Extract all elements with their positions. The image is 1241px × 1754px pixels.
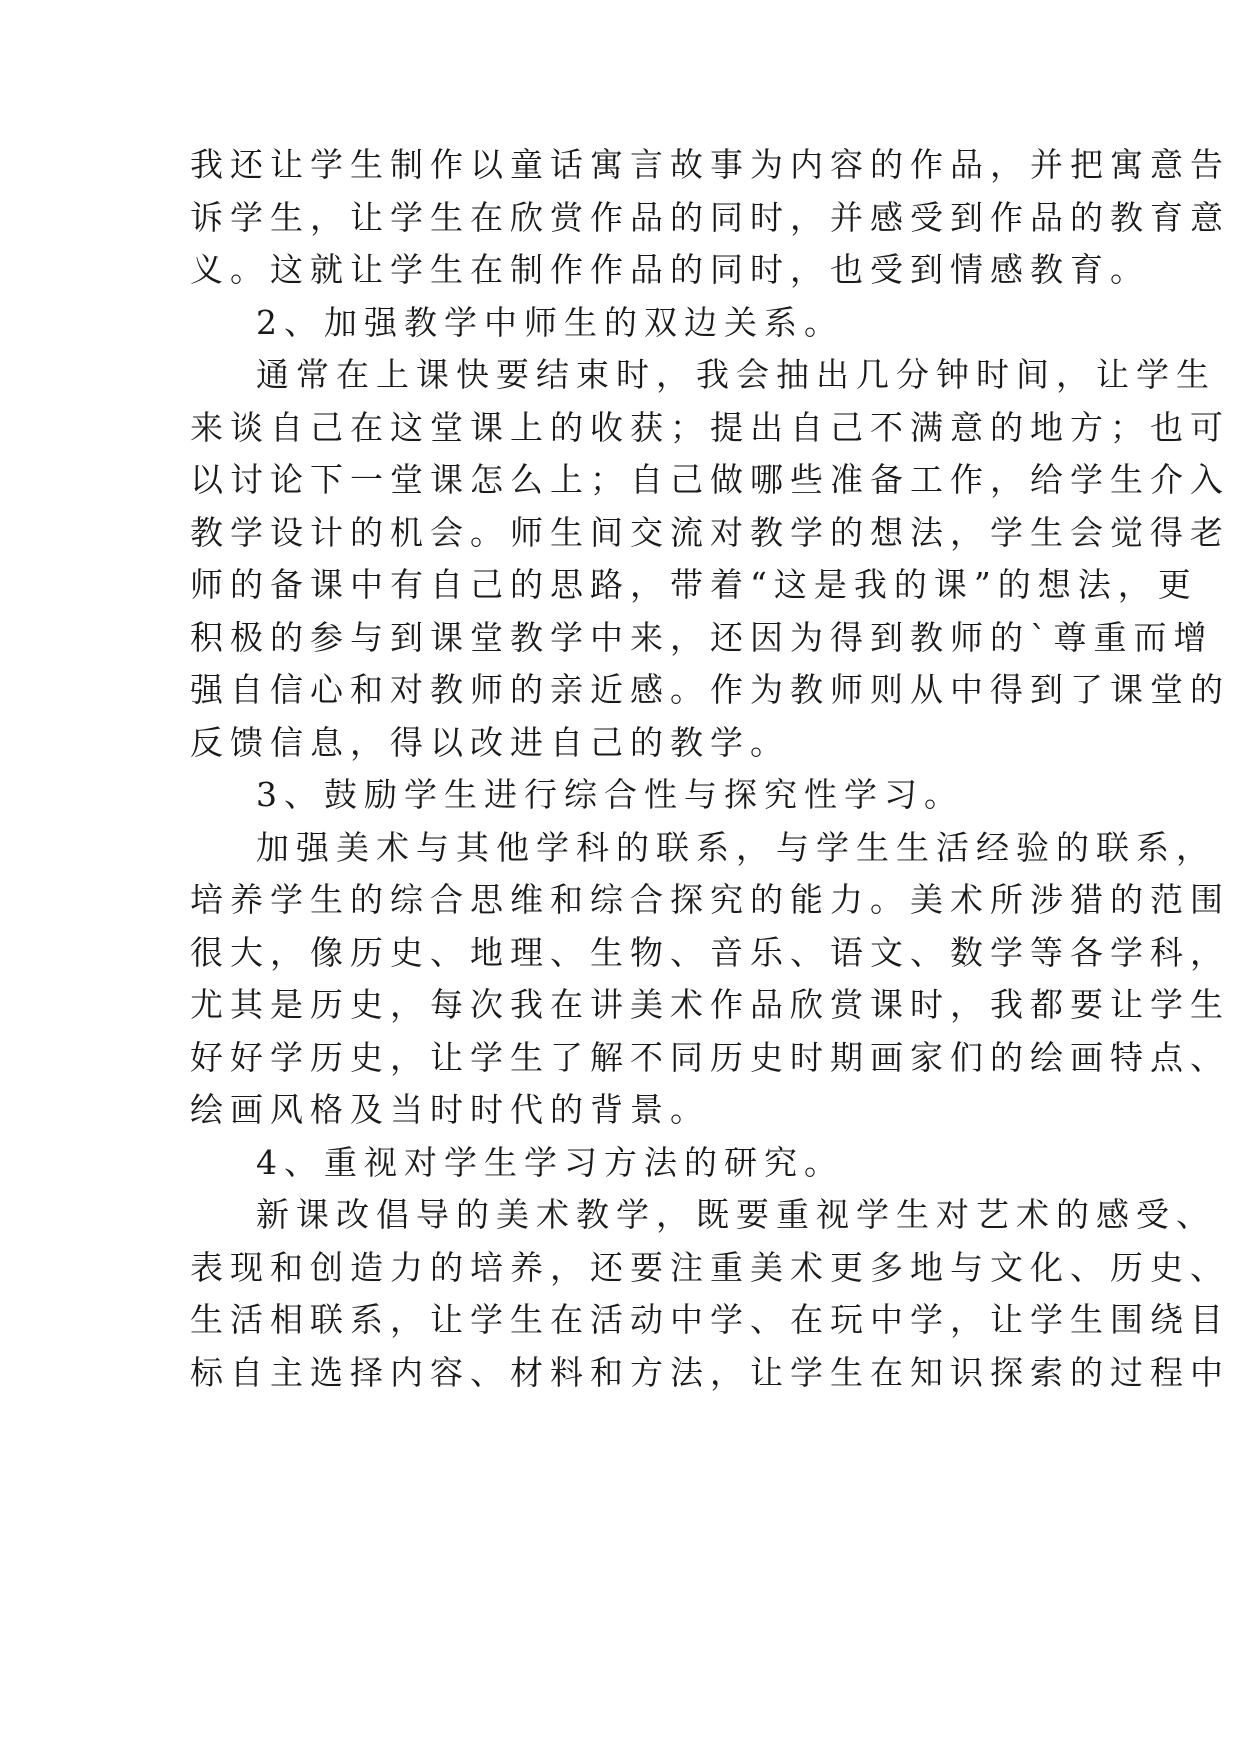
paragraph-line: 师的备课中有自己的思路，带着“这是我的课”的想法，更 <box>190 565 1198 604</box>
paragraph-line: 好好学历史，让学生了解不同历史时期画家们的绘画特点、 <box>190 1038 1230 1077</box>
paragraph-line: 生活相联系，让学生在活动中学、在玩中学，让学生围绕目 <box>190 1300 1230 1339</box>
paragraph-line: 积极的参与到课堂教学中来，还因为得到教师的`尊重而增 <box>190 618 1214 657</box>
paragraph-line: 通常在上课快要结束时，我会抽出几分钟时间，让学生 <box>256 355 1216 394</box>
section-heading: 3、鼓励学生进行综合性与探究性学习。 <box>256 775 964 814</box>
paragraph-line: 诉学生，让学生在欣赏作品的同时，并感受到作品的教育意 <box>190 198 1230 237</box>
section-heading: 2、加强教学中师生的双边关系。 <box>256 303 844 342</box>
paragraph-line: 反馈信息，得以改进自己的教学。 <box>190 723 790 762</box>
paragraph-line: 我还让学生制作以童话寓言故事为内容的作品，并把寓意告 <box>190 145 1230 184</box>
paragraph-line: 尤其是历史，每次我在讲美术作品欣赏课时，我都要让学生 <box>190 985 1230 1024</box>
paragraph-line: 加强美术与其他学科的联系，与学生生活经验的联系， <box>256 828 1216 867</box>
paragraph-line: 培养学生的综合思维和综合探究的能力。美术所涉猎的范围 <box>190 880 1230 919</box>
paragraph-line: 表现和创造力的培养，还要注重美术更多地与文化、历史、 <box>190 1248 1230 1287</box>
paragraph-line: 很大，像历史、地理、生物、音乐、语文、数学等各学科， <box>190 933 1230 972</box>
paragraph-line: 以讨论下一堂课怎么上；自己做哪些准备工作，给学生介入 <box>190 460 1230 499</box>
paragraph-line: 标自主选择内容、材料和方法，让学生在知识探索的过程中 <box>190 1353 1230 1392</box>
paragraph-line: 绘画风格及当时时代的背景。 <box>190 1090 710 1129</box>
paragraph-line: 强自信心和对教师的亲近感。作为教师则从中得到了课堂的 <box>190 670 1230 709</box>
paragraph-line: 新课改倡导的美术教学，既要重视学生对艺术的感受、 <box>256 1195 1216 1234</box>
paragraph-line: 来谈自己在这堂课上的收获；提出自己不满意的地方；也可 <box>190 408 1230 447</box>
paragraph-line: 教学设计的机会。师生间交流对教学的想法，学生会觉得老 <box>190 513 1230 552</box>
paragraph-line: 义。这就让学生在制作作品的同时，也受到情感教育。 <box>190 250 1150 289</box>
section-heading: 4、重视对学生学习方法的研究。 <box>256 1143 844 1182</box>
